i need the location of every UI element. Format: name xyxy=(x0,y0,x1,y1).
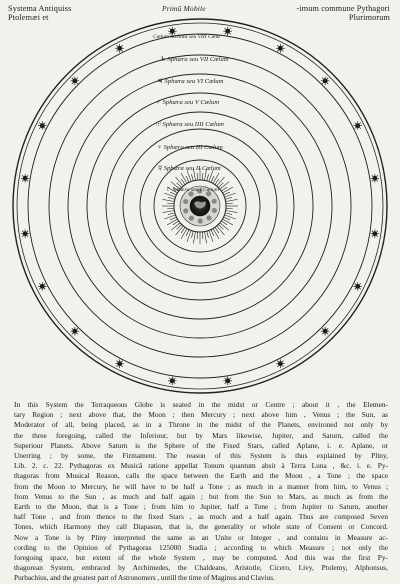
fire-ray xyxy=(193,232,195,244)
star-marker xyxy=(115,359,124,368)
header-right-line-2: Plurimorum xyxy=(348,13,390,22)
cloud-blob xyxy=(212,208,217,213)
caption-line: Lib. 2. c. 22. Pythagoras ex Musicâ ratione appellat Tonum quantum absit à Terra Luna , &c. i. e. Py- xyxy=(14,461,388,471)
caption-line: cording to the Opinion of Pythagoras 125000 Stadia ; according to which Measure ; not only the xyxy=(14,542,388,552)
star-marker xyxy=(321,77,330,86)
fire-ray xyxy=(176,226,184,235)
cloud-blob xyxy=(198,218,203,223)
caption-line: the three foregoing, called the Inferiour, but by Mars likewise, Jupiter, and Saturn, called the xyxy=(14,430,388,440)
cloud-blob xyxy=(189,216,194,221)
star-marker xyxy=(38,282,47,291)
fire-ray xyxy=(176,177,184,186)
cloud-blob xyxy=(183,208,188,213)
caption-line: thagoras from Musical Reason, calls the space between the Earth and the Moon , a Tone ; the space xyxy=(14,471,388,481)
caption-line: Moderator of all, being placed, as in a Throne in the midst of the Planets, environed not only by xyxy=(14,420,388,430)
fire-ray xyxy=(197,232,198,239)
fire-ray xyxy=(211,230,214,236)
fire-ray xyxy=(163,211,175,213)
fire-ray xyxy=(220,182,229,190)
fire-ray xyxy=(186,230,189,236)
fire-ray xyxy=(225,197,232,199)
header-left-line-2: Ptolemæi et xyxy=(8,13,49,22)
fire-ray xyxy=(167,208,174,209)
fire-ray xyxy=(181,229,187,239)
fire-ray xyxy=(181,173,187,183)
caption-line: Purbachius, and the greatest part of Astronomers , untill the time of Maginus and Clavius. xyxy=(14,573,275,583)
star-marker xyxy=(71,327,80,336)
cloud-blob xyxy=(206,215,211,220)
fire-ray xyxy=(223,219,233,225)
fire-ray xyxy=(207,174,209,181)
fire-ray xyxy=(205,232,207,244)
fire-ray xyxy=(207,231,209,238)
fire-ray xyxy=(168,197,175,199)
fire-ray xyxy=(171,223,180,231)
fire-ray xyxy=(202,232,203,239)
ring-label-venus: ♀ Sphæra seu III Cœlum xyxy=(157,144,223,151)
ring-label-sun: ☉ Sphæra seu IIII Cœlum xyxy=(155,121,224,128)
fire-ray xyxy=(223,187,233,193)
fire-ray xyxy=(217,226,225,235)
fire-ray xyxy=(197,173,198,180)
caption-text xyxy=(14,400,388,584)
fire-ray xyxy=(226,211,238,213)
fire-ray xyxy=(226,208,233,209)
caption-line: Superiour Planets. Above Saturn is the Sphere of the Fixed Stars, called Aplane, i. e. Aplane, or xyxy=(14,440,388,450)
fire-ray xyxy=(211,176,214,182)
ring-label-mars: ♂ Sphæra seu V Cœlum xyxy=(156,99,220,106)
caption-line: Tones, which Harmony they call Diapason, that is, the generality or whole state of Consent or Concord. xyxy=(14,522,388,532)
fire-ray xyxy=(217,177,225,186)
star-marker xyxy=(276,44,285,53)
fire-ray xyxy=(226,199,238,201)
star-marker xyxy=(276,359,285,368)
fire-ray xyxy=(167,219,177,225)
star-marker xyxy=(371,229,380,238)
caption-line: Unerring ; by some, the Firmament. The reason of this System is thus explained by Pliny, xyxy=(14,451,388,461)
ring-label-moon: ☾ Sphæra seu I Cœlum xyxy=(166,187,219,193)
star-marker xyxy=(321,327,330,336)
ring-label-fixed-stars: Cœlum Stellatũ seu VIII Cœlũ xyxy=(153,34,220,40)
star-marker xyxy=(21,229,30,238)
caption-line: from Venus to the Sun , as much and half again ; but from the Sun to Mars, as much as from the xyxy=(14,491,388,501)
fire-ray xyxy=(213,173,219,183)
caption-line: thagorean System, embraced by Archimedes, the Chaldeans, Aristotle, Cicero, Livy, Ptolemy, Alphonsus, xyxy=(14,563,388,573)
fire-ray xyxy=(186,176,189,182)
fire-ray xyxy=(213,229,219,239)
fire-ray xyxy=(224,192,230,195)
caption-line: In this System the Terraqueous Globe is seated in the midst or Centre ; about it , the Elemen- xyxy=(14,400,388,409)
fire-ray xyxy=(191,231,193,238)
fire-ray xyxy=(167,203,174,204)
caption-line: tary Region ; next above that, the Moon ; then Mercury ; next above him , Venus ; the Sun, as xyxy=(14,410,388,420)
fire-ray xyxy=(224,217,230,220)
star-marker xyxy=(71,77,80,86)
fire-ray xyxy=(170,217,176,220)
star-marker xyxy=(115,44,124,53)
star-marker xyxy=(353,282,362,291)
fire-ray xyxy=(202,173,203,180)
caption-line: half Tone , and from thence to the fixed Stars , as much and a half again. Thus are composed Seven xyxy=(14,512,388,522)
star-marker xyxy=(353,121,362,130)
star-marker xyxy=(223,27,232,36)
header-right-line-1: -imum commune Pythagori xyxy=(296,4,390,13)
cloud-blob xyxy=(212,199,217,204)
star-marker xyxy=(38,121,47,130)
ring-label-saturn: ♄ Sphæra seu VII Cœlum xyxy=(160,56,229,63)
ring-label-jupiter: ♃ Sphæra seu VI Cœlum xyxy=(157,78,224,85)
fire-ray xyxy=(163,199,175,201)
fire-ray xyxy=(225,213,232,215)
fire-ray xyxy=(220,223,229,231)
ring-label-mercury: ☿ Sphæra seu II Cœlum xyxy=(158,165,221,172)
caption-line: Earth to the Moon, that is a Tone ; from him to Jupiter, half a Tone ; from Jupiter to Saturn, another xyxy=(14,502,388,512)
cloud-blob xyxy=(183,199,188,204)
star-marker xyxy=(168,377,177,386)
star-marker xyxy=(223,377,232,386)
fire-ray xyxy=(191,174,193,181)
fire-ray xyxy=(226,203,233,204)
fire-ray xyxy=(168,213,175,215)
star-marker xyxy=(168,27,177,36)
caption-line: Now a Tone is by Pliny interpreted the same as an Unite or Integer , and contains in Measure ac- xyxy=(14,532,388,542)
star-marker xyxy=(21,174,30,183)
caption-line: foregoing space, but extent of the whole System , may be computed. And this was the first Py- xyxy=(14,553,388,563)
caption-line: from the Moon to Mercury, he will have to be half a Tone ; as much in a manner from him, to Venus ; xyxy=(14,481,388,491)
star-marker xyxy=(371,174,380,183)
header-center-label: Primũ Mobile xyxy=(162,4,206,13)
header-left-line-1: Systema Antiquiss xyxy=(8,4,72,13)
